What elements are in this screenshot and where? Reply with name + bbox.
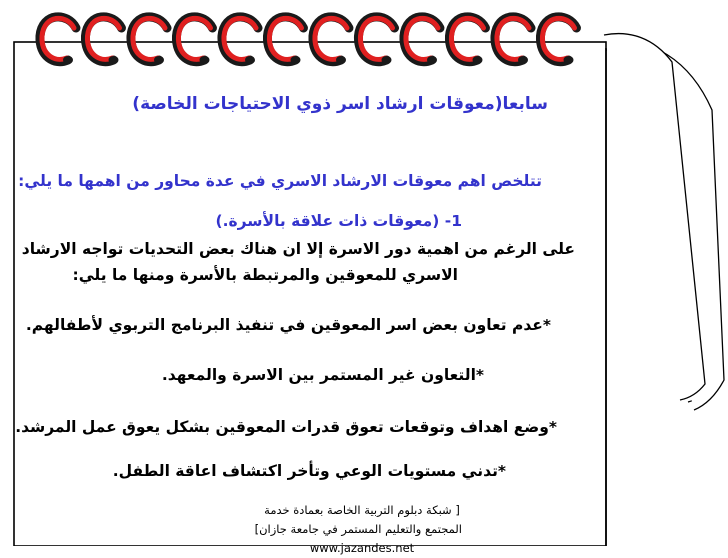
body-line-2: الاسري للمعوقين والمرتبطة بالأسرة ومنها ما يلي: [72,266,458,284]
bullet-item: *وضع اهداف وتوقعات تعوق قدرات المعوقين بشكل يعوق عمل المرشد. [15,418,557,436]
bullet-item: *عدم تعاون بعض اسر المعوقين في تنفيذ البرنامج التربوي لأطفالهم. [25,316,551,334]
footer-line-2: المجتمع والتعليم المستمر في جامعة جازان] [254,522,462,536]
footer-credit [254,501,462,558]
body-line-1: على الرغم من اهمية دور الاسرة إلا ان هناك بعض التحديات تواجه الارشاد [21,240,575,258]
bullet-item: *تدني مستويات الوعي وتأخر اكتشاف اعاقة الطفل. [112,462,506,480]
slide-intro: تتلخص اهم معوقات الارشاد الاسري في عدة محاور من اهمها ما يلي: [18,172,542,190]
footer-line-1: [ شبكة دبلوم التربية الخاصة بعمادة خدمة [264,503,460,517]
slide-subheading: 1- (معوقات ذات علاقة بالأسرة.) [215,212,462,230]
slide-title: سابعا(معوقات ارشاد اسر ذوي الاحتياجات الخاصة) [132,94,548,114]
bullet-item: *التعاون غير المستمر بين الاسرة والمعهد. [161,366,484,384]
footer-url: www.jazandes.net [309,541,415,555]
